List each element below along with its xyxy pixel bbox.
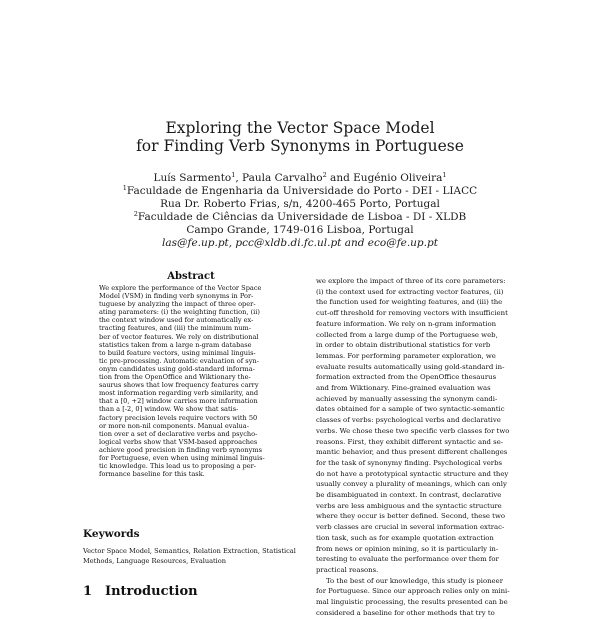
abstract-line: or more non-nil components. Manual evalua-	[99, 421, 249, 430]
affiliation-1-sup: 1	[122, 183, 127, 192]
author-2-sup: 2	[322, 171, 327, 179]
abstract-line: statistics taken from a large n-gram database	[99, 340, 252, 349]
abstract-line: most information regarding verb similarity, and	[99, 389, 259, 398]
body-line: where they occur is better defined. Second, these two	[316, 512, 505, 521]
authors-block	[0, 172, 600, 249]
body-line: evaluate results automatically using gold-standard in-	[316, 362, 505, 371]
paper-title	[0, 119, 600, 155]
affiliation-1-text: Faculdade de Engenharia da Universidade do Porto - DEI - LIACC	[126, 184, 478, 197]
author-3: and Eugénio Oliveira	[326, 172, 443, 184]
body-line: verbs. We chose these two specific verb classes for two	[316, 426, 510, 435]
body-line: do not have a prototypical syntactic structure and they	[316, 469, 509, 478]
abstract-heading: Abstract	[167, 271, 215, 282]
body-line: feature information. We rely on n-gram information	[316, 319, 497, 328]
body-line: considered a baseline for other methods that try to	[316, 608, 495, 617]
body-line: reasons. First, they exhibit different syntactic and se-	[316, 437, 504, 446]
author-1: Luís Sarmento	[153, 172, 232, 184]
body-line: in order to obtain distributional statistics for verb	[316, 341, 491, 350]
body-line: cut-off threshold for removing vectors with insufficient	[316, 309, 508, 318]
abstract-line: that a [0, +2] window carries more information	[99, 397, 258, 406]
author-2: , Paula Carvalho	[235, 172, 323, 184]
body-line: teresting to evaluate the performance over them for	[316, 555, 499, 564]
body-line: classes of verbs: psychological verbs and declarative	[316, 416, 501, 425]
abstract-line: to build feature vectors, using minimal linguis-	[99, 348, 256, 357]
abstract-line: We explore the performance of the Vector Space	[99, 284, 262, 292]
abstract-line: tion from the OpenOffice and Wiktionary the-	[99, 373, 251, 382]
title-line-2: for Finding Verb Synonyms in Portuguese	[136, 137, 464, 155]
abstract-line: tion over a set of declarative verbs and psycho-	[99, 429, 258, 438]
author-1-sup: 1	[231, 171, 236, 179]
body-line: for the task of synonymy finding. Psychological verbs	[316, 458, 503, 467]
keywords-heading: Keywords	[83, 528, 140, 540]
keywords-line-1: Vector Space Model, Semantics, Relation Extraction, Statistical	[83, 547, 296, 555]
author-emails: las@fe.up.pt, pcc@xldb.di.fc.ul.pt and eco@fe.up.pt	[162, 236, 438, 249]
abstract-line: tuguese by analyzing the impact of three oper-	[99, 300, 256, 309]
abstract-line: formance baseline for this task.	[99, 470, 205, 479]
abstract-line: achieve good precision in finding verb synonyms	[99, 445, 262, 454]
body-line: we explore the impact of three of its core parameters:	[316, 277, 506, 285]
abstract-line: onym candidates using gold-standard informa-	[99, 364, 255, 373]
abstract-line: ber of vector features. We rely on distributional	[99, 332, 259, 341]
abstract-line: saurus shows that low frequency features carry	[99, 381, 259, 390]
abstract-line: logical verbs show that VSM-based approaches	[99, 437, 258, 446]
body-line: verbs are less ambiguous and the syntactic structure	[316, 501, 502, 510]
body-line: usually convey a plurality of meanings, which can only	[316, 480, 507, 489]
body-line: To the best of our knowledge, this study is pioneer	[326, 576, 503, 585]
keywords-line-2: Methods, Language Resources, Evaluation	[83, 556, 227, 565]
body-line: collected from a large dump of the Portuguese web,	[316, 330, 498, 339]
abstract-line: factory precision levels require vectors with 50	[99, 413, 258, 422]
body-line: (i) the context used for extracting vector features, (ii)	[316, 287, 504, 296]
body-line: mantic behavior, and thus present different challenges	[316, 448, 508, 457]
abstract-line: for Portuguese, even when using minimal linguis-	[99, 453, 265, 462]
affiliation-1-address: Rua Dr. Roberto Frias, s/n, 4200-465 Porto, Portugal	[160, 197, 440, 210]
body-line: for Portuguese. Since our approach relies only on mini-	[316, 587, 510, 596]
body-line: dates obtained for a sample of two syntactic-semantic	[316, 405, 505, 414]
body-line: from news or opinion mining, so it is particularly in-	[316, 544, 499, 553]
affiliation-2-address: Campo Grande, 1749-016 Lisboa, Portugal	[186, 223, 414, 236]
body-line: mal linguistic processing, the results presented can be	[316, 598, 508, 607]
abstract-body	[99, 284, 283, 478]
abstract-line: tic pre-processing. Automatic evaluation of syn-	[99, 356, 259, 365]
abstract-line: the context window used for automatically ex-	[99, 316, 254, 325]
abstract-line: tic knowledge. This lead us to proposing a per-	[99, 462, 257, 471]
body-line: tion task, such as for example quotation extraction	[316, 533, 494, 542]
body-line: the function used for weighting features, and (iii) the	[316, 298, 503, 307]
author-names	[0, 172, 600, 185]
affiliation-2	[0, 211, 600, 224]
abstract-line: than a [-2, 0] window. We show that satis-	[99, 405, 239, 414]
author-3-sup: 1	[442, 171, 447, 179]
section-title: Introduction	[105, 584, 198, 599]
body-line: formation extracted from the OpenOffice thesaurus	[316, 373, 497, 382]
abstract-line: Model (VSM) in finding verb synonyms in Por-	[99, 292, 254, 301]
section-heading	[83, 584, 198, 599]
section-number: 1	[83, 584, 93, 599]
title-line-1: Exploring the Vector Space Model	[165, 119, 435, 137]
body-line: lemmas. For performing parameter exploration, we	[316, 351, 496, 360]
abstract-line: tracting features, and (iii) the minimum num-	[99, 324, 252, 333]
keywords-text	[83, 547, 299, 566]
body-line: practical reasons.	[316, 565, 379, 574]
affiliation-2-text: Faculdade de Ciências da Universidade de Lisboa - DI - XLDB	[137, 210, 467, 223]
body-line: and from Wiktionary. Fine-grained evaluation was	[316, 384, 491, 393]
body-line: be disambiguated in context. In contrast, declarative	[316, 491, 502, 500]
affiliation-1	[0, 185, 600, 198]
affiliation-2-sup: 2	[133, 209, 138, 218]
body-line: achieved by manually assessing the synonym candi-	[316, 394, 498, 403]
body-right-column	[316, 276, 536, 619]
abstract-line: ating parameters: (i) the weighting function, (ii)	[99, 308, 260, 317]
body-line: verb classes are crucial in several information extrac-	[316, 523, 505, 532]
